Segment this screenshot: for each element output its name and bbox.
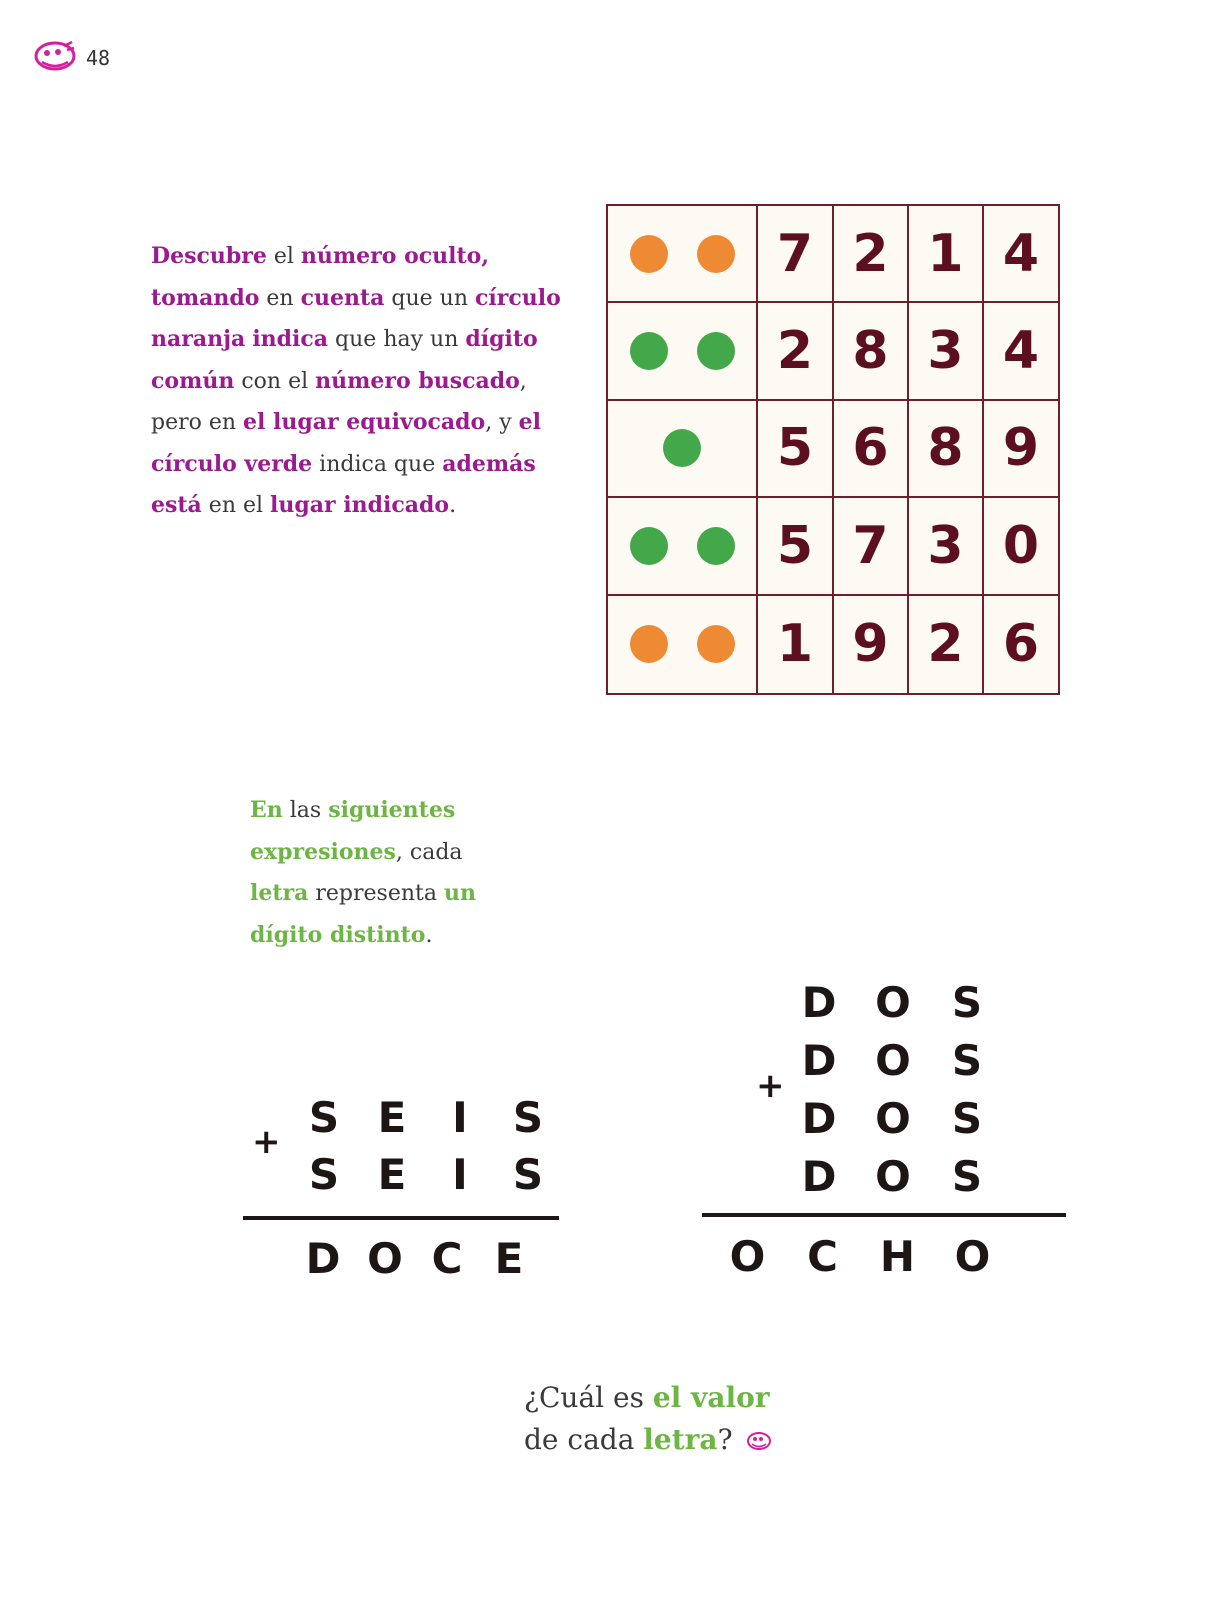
body-text: indica que xyxy=(312,451,443,477)
body-text: , pero en xyxy=(151,368,527,435)
highlight-text: siguientes expresiones xyxy=(250,797,456,865)
digit-cell xyxy=(909,401,984,498)
page-number: 48 xyxy=(86,46,111,70)
rule-paragraph xyxy=(250,790,490,956)
addend-row xyxy=(290,1150,562,1199)
digit: 2 xyxy=(776,321,814,382)
digit: 6 xyxy=(1002,614,1040,675)
body-text: las xyxy=(282,798,329,823)
digit-cell xyxy=(834,498,909,595)
digit-cell xyxy=(909,498,984,595)
digit: 8 xyxy=(852,321,889,382)
highlight-text: un dígito distinto xyxy=(250,880,476,948)
sum-line xyxy=(243,1216,559,1220)
plus-sign: + xyxy=(756,1066,785,1106)
letter: D xyxy=(801,1094,837,1143)
letter: O xyxy=(875,978,911,1027)
letter: O xyxy=(875,1152,911,1201)
digit-cell xyxy=(984,206,1058,303)
intro-paragraph xyxy=(151,236,571,527)
orange-circle-icon xyxy=(630,235,668,273)
digit-cell xyxy=(834,206,909,303)
pink-creature-logo-icon xyxy=(34,40,76,76)
digit: 7 xyxy=(776,223,814,284)
highlight-text: lugar indicado xyxy=(270,492,450,518)
letter: O xyxy=(367,1234,403,1283)
clue-dots-cell xyxy=(608,206,758,303)
highlight-text: indica xyxy=(252,326,329,352)
digit: 9 xyxy=(852,614,889,675)
digit: 5 xyxy=(776,515,814,576)
digit-cell xyxy=(984,498,1058,595)
body-text: , cada xyxy=(395,839,463,865)
letter: O xyxy=(875,1036,911,1085)
digit-cell xyxy=(834,303,909,400)
digit-cell xyxy=(834,596,909,693)
question-text xyxy=(524,1377,824,1463)
page-header xyxy=(34,40,110,76)
letter: D xyxy=(801,1152,837,1201)
highlight-text: círculo naranja xyxy=(151,284,561,352)
letter: D xyxy=(305,1234,341,1283)
body-text: el xyxy=(266,244,301,269)
letter: E xyxy=(377,1093,407,1142)
letter: D xyxy=(801,1036,837,1085)
clue-dots-cell xyxy=(608,596,758,693)
clue-dots xyxy=(630,332,735,370)
highlight-text: Descubre xyxy=(151,243,267,269)
letter: D xyxy=(801,978,837,1027)
body-text: ¿Cuál es xyxy=(524,1381,653,1414)
pink-creature-small-icon xyxy=(746,1421,772,1463)
hidden-number-grid xyxy=(606,204,1060,695)
green-circle-icon xyxy=(663,429,701,467)
letter: O xyxy=(729,1232,766,1281)
addend-row xyxy=(782,1152,1004,1201)
body-text: que un xyxy=(384,285,476,311)
plus-sign: + xyxy=(252,1122,281,1162)
highlight-text: cuenta xyxy=(300,284,385,311)
green-circle-icon xyxy=(697,527,735,565)
letter: I xyxy=(452,1093,468,1142)
addend-row xyxy=(782,1036,1004,1085)
body-text: en xyxy=(259,285,301,311)
addend-row xyxy=(782,1094,1004,1143)
digit: 1 xyxy=(927,223,964,284)
body-text: . xyxy=(449,493,457,518)
clue-dots xyxy=(630,235,735,273)
highlight-text: dígito común xyxy=(151,326,538,394)
digit-cell xyxy=(984,596,1058,693)
letter: S xyxy=(512,1093,544,1142)
highlight-text: número buscado xyxy=(315,367,520,394)
digit: 8 xyxy=(927,418,964,479)
digit-cell xyxy=(834,401,909,498)
digit: 5 xyxy=(776,418,814,479)
clue-dots xyxy=(630,527,735,565)
digit-cell xyxy=(758,401,834,498)
clue-dots-cell xyxy=(608,303,758,400)
highlight-text: el valor xyxy=(652,1381,770,1414)
letter: I xyxy=(452,1150,468,1199)
orange-circle-icon xyxy=(630,625,668,663)
letter: O xyxy=(954,1232,991,1281)
body-text: . xyxy=(425,922,433,948)
green-circle-icon xyxy=(630,332,668,370)
digit-cell xyxy=(758,206,834,303)
body-text: que hay un xyxy=(328,327,466,352)
digit: 2 xyxy=(927,614,964,675)
clue-dots-cell xyxy=(608,498,758,595)
body-text: de cada xyxy=(524,1423,644,1456)
orange-circle-icon xyxy=(697,235,735,273)
digit: 2 xyxy=(852,223,889,284)
letter: H xyxy=(879,1232,916,1281)
letter: C xyxy=(431,1234,463,1283)
body-text: representa xyxy=(308,881,444,906)
digit-cell xyxy=(758,596,834,693)
clue-dots-cell xyxy=(608,401,758,498)
letter: S xyxy=(951,1094,983,1143)
addend-row xyxy=(782,978,1004,1027)
green-circle-icon xyxy=(630,527,668,565)
digit: 9 xyxy=(1002,418,1040,479)
digit: 7 xyxy=(852,515,889,576)
letter: S xyxy=(308,1093,340,1142)
letter: S xyxy=(512,1150,544,1199)
body-text: en el xyxy=(201,493,271,518)
result-row xyxy=(710,1232,1010,1281)
letter: S xyxy=(308,1150,340,1199)
letter: S xyxy=(951,978,983,1027)
letter: E xyxy=(494,1234,524,1283)
orange-circle-icon xyxy=(697,625,735,663)
body-text: , y xyxy=(485,410,519,435)
sum-line xyxy=(702,1213,1066,1217)
digit: 4 xyxy=(1002,321,1040,382)
digit: 3 xyxy=(927,515,964,576)
digit: 0 xyxy=(1002,515,1040,576)
clue-dots xyxy=(663,429,701,467)
digit-cell xyxy=(758,303,834,400)
green-circle-icon xyxy=(697,332,735,370)
digit: 3 xyxy=(927,321,964,382)
addend-row xyxy=(290,1093,562,1142)
highlight-text: además está xyxy=(151,450,536,518)
highlight-text: número oculto, tomando xyxy=(151,243,489,311)
digit-cell xyxy=(909,596,984,693)
highlight-text: el círculo verde xyxy=(151,409,541,477)
result-row xyxy=(292,1234,540,1283)
letter: S xyxy=(951,1152,983,1201)
digit: 6 xyxy=(852,418,889,479)
digit-cell xyxy=(984,303,1058,400)
letter: O xyxy=(875,1094,911,1143)
clue-dots xyxy=(630,625,735,663)
digit: 4 xyxy=(1002,223,1040,284)
body-text: con el xyxy=(234,368,316,394)
highlight-text: el lugar equivocado xyxy=(243,409,486,435)
digit: 1 xyxy=(776,614,814,675)
body-text: ? xyxy=(717,1423,733,1456)
letter: C xyxy=(807,1232,838,1281)
letter: E xyxy=(377,1150,407,1199)
digit-cell xyxy=(909,206,984,303)
digit-cell xyxy=(758,498,834,595)
digit-cell xyxy=(909,303,984,400)
letter: S xyxy=(951,1036,983,1085)
highlight-text: letra xyxy=(643,1423,718,1456)
digit-cell xyxy=(984,401,1058,498)
highlight-text: En xyxy=(250,797,283,823)
highlight-text: letra xyxy=(250,880,309,906)
